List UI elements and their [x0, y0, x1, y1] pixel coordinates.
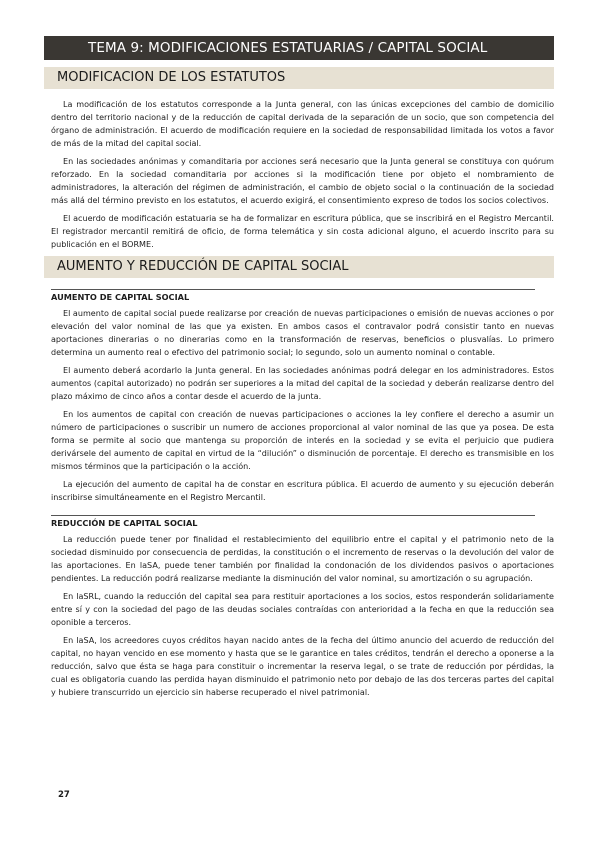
paragraph: La ejecución del aumento de capital ha de constar en escritura pública. El acuerdo de aumento y su ejecución deberán inscribirse simultáneamente en el Registro Mercantil.: [51, 480, 554, 502]
chapter-title: TEMA 9: MODIFICACIONES ESTATUARIAS / CAPITAL SOCIAL: [44, 36, 554, 60]
subsection-body-reduccion: [44, 533, 554, 699]
section-heading-modificacion: MODIFICACION DE LOS ESTATUTOS: [44, 67, 554, 89]
section-heading-capital: AUMENTO Y REDUCCIÓN DE CAPITAL SOCIAL: [44, 256, 554, 278]
paragraph: La reducción puede tener por finalidad el restablecimiento del equilibrio entre el capital y el patrimonio neto de la sociedad disminuido por consecuencia de perdidas, la constitución o el incremento de reservas o la devolución del valor de las aportaciones. En laSA, puede tener también por finalidad la condonación de los dividendos pasivos o aportaciones pendientes. La reducción podrá realizarse mediante la disminución del valor nominal, su amortización o su agrupación.: [51, 535, 554, 583]
page-number: 27: [58, 790, 70, 800]
paragraph: El aumento de capital social puede realizarse por creación de nuevas participaciones o emisión de nuevas acciones o por elevación del valor nominal de las que ya existen. En ambos casos el contravalor podrá consistir tanto en nuevas aportaciones dinerarias o no dinerarias como en la transformación de reservas, beneficios o plusvalías. Lo primero determina un aumento real o efectivo del patrimonio social; lo segundo, solo un aumento nominal o contable.: [51, 309, 554, 357]
paragraph: En laSA, los acreedores cuyos créditos hayan nacido antes de la fecha del último anuncio del acuerdo de reducción del capital, no hayan vencido en ese momento y hasta que se le garantice en tales créditos, tendrán el derecho a oponerse a la reducción, salvo que ésta se haga para constituir o incrementar la reserva legal, o se trate de reducción por pérdidas, la cual es obligatoria cuando las perdida hayan disminuido el patrimonio neto por debajo de las dos terceras partes del capital y hubiere transcurrido un ejercicio sin haberse recuperado el nivel patrimonial.: [51, 636, 554, 697]
paragraph: El acuerdo de modificación estatuaria se ha de formalizar en escritura pública, que se inscribirá en el Registro Mercantil. El registrador mercantil remitirá de oficio, de forma telemática y sin costa adicional alguno, el acuerdo inscrito para su publicación en el BORME.: [51, 214, 554, 249]
page-content: [44, 36, 554, 704]
subsection-heading-aumento: AUMENTO DE CAPITAL SOCIAL: [51, 289, 535, 302]
paragraph: En las sociedades anónimas y comanditaria por acciones será necesario que la Junta general se constituya con quórum reforzado. En la sociedad comanditaria por acciones si la modificación tiene por objeto el nombramiento de administradores, la alteración del régimen de administración, el cambio de objeto social o la continuación de la sociedad más allá del término previsto en los estatutos, el acuerdo exigirá, el consentimiento expreso de todos los socios colectivos.: [51, 157, 554, 205]
paragraph: En los aumentos de capital con creación de nuevas participaciones o acciones la ley confiere el derecho a asumir un número de participaciones o suscribir un numero de acciones proporcional al valor nominal de las que ya posea. De esta forma se permite al socio que mantenga su proporción de interés en la sociedad y se evita el perjuicio que pudiera derivársele del aumento de capital en virtud de la “dilución” o disminución de porcentaje. El derecho es transmisible en los mismos términos que la participación o la acción.: [51, 410, 554, 471]
paragraph: El aumento deberá acordarlo la Junta general. En las sociedades anónimas podrá delegar en los administradores. Estos aumentos (capital autorizado) no podrán ser superiores a la mitad del capital de la sociedad y deberán realizarse dentro del plazo máximo de cinco años a contar desde el acuerdo de la junta.: [51, 366, 554, 401]
paragraph: En laSRL, cuando la reducción del capital sea para restituir aportaciones a los socios, estos responderán solidariamente entre sí y con la sociedad del pago de las deudas sociales contraídas con anterioridad a la fecha en que la reducción sea oponible a terceros.: [51, 592, 554, 627]
paragraph: La modificación de los estatutos corresponde a la Junta general, con las únicas excepciones del cambio de domicilio dentro del territorio nacional y de la reducción de capital derivada de la separación de un socio, que son competencia del órgano de administración. El acuerdo de modificación requiere en la sociedad de responsabilidad limitada los votos a favor de más de la mitad del capital social.: [51, 100, 554, 148]
subsection-body-aumento: [44, 307, 554, 504]
section-body-modificacion: [44, 98, 554, 251]
subsection-heading-reduccion: REDUCCIÓN DE CAPITAL SOCIAL: [51, 515, 535, 528]
